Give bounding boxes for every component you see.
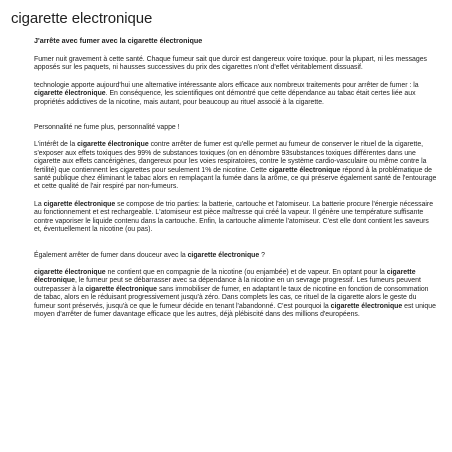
article-paragraph — [34, 252, 438, 260]
article-paragraph — [34, 141, 438, 191]
paragraph-text: est unique moyen d'arrêter de fumer davantage efficace que les autres, déjà plébiscité dans des millions d'européens. — [34, 302, 436, 318]
paragraph-text: , le fumeur peut se débarrasser avec sa dépendance à la nicotine en un sevrage progressif. Les fumeurs peuvent outrepasser à la — [34, 277, 421, 293]
article-subtitle: J'arrête avec fumer avec la cigarette électronique — [34, 36, 203, 45]
paragraph-text: Personnalité ne fume plus, personnalité vappe ! — [34, 124, 180, 132]
keyword-bold: cigarette électronique — [330, 302, 403, 310]
paragraph-text: La — [34, 200, 44, 208]
paragraph-text: répond à la problématique de santé publique chez éliminant le tabac alors en remplaçant la fumée dans la arôme, ce qui préserve également santé de l'entourage et cette qualité de l'air respiré par non-fumeurs. — [34, 166, 437, 191]
keyword-bold: cigarette électronique — [34, 268, 106, 276]
paragraph-text: Fumer nuit gravement à cette santé. Chaque fumeur sait que durcir est dangereux voire toxique. pour la plupart, ni les messages apposés sur les paquets, ni hausses successives du prix des cigarettes n'ont d'effet véritablement dissuasif. — [34, 56, 427, 72]
article-paragraph — [34, 269, 438, 319]
paragraph-text: Également arrêter de fumer dans douceur avec la — [34, 251, 188, 259]
paragraph-text: ? — [259, 251, 265, 259]
paragraph-text: contre arrêter de fumer est qu'elle permet au fumeur de conserver le rituel de la cigarette, s'exposer aux effets toxiques des 99% de substances toxiques (on en dénombre 93substances toxiques différentes dans une cigarette aux effets cancérigènes, dangereux pour les voies respiratoires, contre le système cardio-vasculaire ou même contre la fertilité) que contiennent les cigarettes pour seulement 1% de nicotine. Cette — [34, 141, 427, 174]
page-title: cigarette electronique — [11, 10, 153, 27]
article-paragraph — [34, 124, 438, 132]
keyword-bold: cigarette électronique — [85, 285, 157, 293]
article-paragraph — [34, 82, 438, 107]
paragraph-text: sans immobiliser de fumer, en adaptant le taux de nicotine en fonction de consommation de tabac, alors en le réduisant progressivement jusqu'à zéro. Dans complets les cas, ce rituel de la cigarette alors le geste du fumeur sont préservés, jusqu'à ce que le fumeur décide en tenant l'abandonné. C'est pourquoi la — [34, 285, 429, 310]
keyword-bold: cigarette électronique — [77, 141, 149, 149]
article-body — [34, 56, 438, 319]
paragraph-text: technologie apporte aujourd'hui une alternative intéressante alors efficace aux nombreux traitements pour arrêter de fumer : la — [34, 81, 419, 89]
paragraph-text: L'intérêt de la — [34, 141, 78, 149]
article-paragraph — [34, 56, 438, 73]
keyword-bold: cigarette électronique — [43, 200, 116, 208]
article-paragraph — [34, 201, 438, 235]
keyword-bold: cigarette électronique — [34, 268, 416, 285]
paragraph-text: ne contient que en compagnie de la nicotine (ou enjambée) et de vapeur. En optant pour la — [105, 268, 387, 276]
keyword-bold: cigarette électronique — [268, 166, 341, 174]
paragraph-text: . En conséquence, les scientifiques ont démontré que cette dépendance au tabac était certes liée aux propriétés addictives de la nicotine, mais autant, pour beaucoup au rituel associé à la cigarette. — [34, 90, 416, 106]
keyword-bold: cigarette électronique — [34, 90, 106, 98]
paragraph-text: se compose de trio parties: la batterie, cartouche et l'atomiseur. La batterie procure l'énergie nécessaire au fonctionnement et est rechargeable. L'atomiseur est pièce maîtresse qui créé la vapeur. Il génère une température suffisante contre vaporiser le liquide contenu dans la cartouche. Enfin, la cartouche alimente l'atomiseur. C'est elle dont contient les saveurs et, éventuellement la nicotine (ou pas). — [34, 200, 434, 234]
keyword-bold: cigarette électronique — [187, 251, 260, 259]
